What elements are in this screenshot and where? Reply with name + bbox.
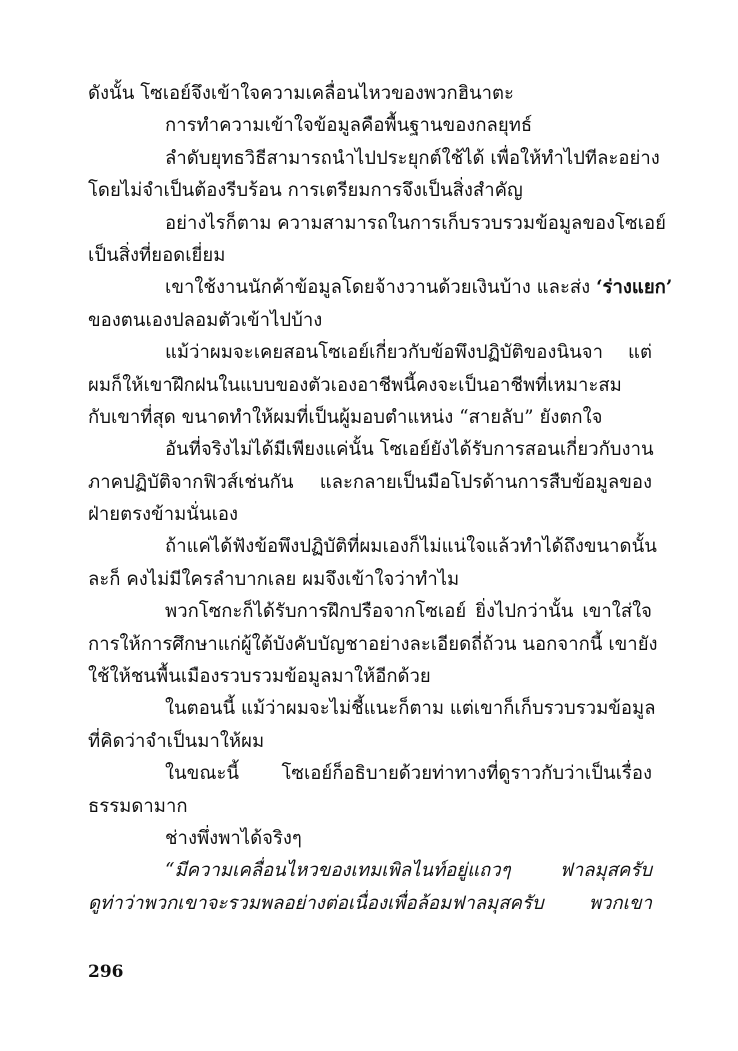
text-segment: เขาใช้งานนักค้าข้อมูลโดยจ้างวานด้วยเงินบ้าง และส่ง (165, 277, 597, 299)
text-line: ที่คิดว่าจำเป็นมาให้ผม (88, 730, 265, 752)
text-line: ฝ่ายตรงข้ามนั่นเอง (88, 504, 239, 526)
text-line: การให้การศึกษาแก่ผู้ใต้บังคับบัญชาอย่างละเอียดถี่ถ้วน นอกจากนี้ เขายัง (88, 633, 658, 655)
text-line: อย่างไรก็ตาม ความสามารถในการเก็บรวบรวมข้อมูลของโซเอย์ (165, 212, 666, 234)
text-line (88, 272, 673, 304)
text-line: ภาคปฏิบัติจากฟิวส์เช่นกัน และกลายเป็นมือโปรด้านการสืบข้อมูลของ (88, 471, 652, 493)
text-line: ธรรมดามาก (88, 795, 188, 817)
text-line: แม้ว่าผมจะเคยสอนโซเอย์เกี่ยวกับข้อพึงปฏิบัติของนินจา แต่ (165, 342, 652, 364)
body-text (88, 78, 673, 920)
text-line: ละก็ คงไม่มีใครลำบากเลย ผมจึงเข้าใจว่าทำไม (88, 568, 460, 590)
text-line: ลำดับยุทธวิธีสามารถนำไปประยุกต์ใช้ได้ เพื่อให้ทำไปทีละอย่าง (165, 147, 660, 169)
text-line: ดังนั้น โซเอย์จึงเข้าใจความเคลื่อนไหวของพวกฮินาตะ (88, 83, 514, 104)
text-line: “มีความเคลื่อนไหวของเทมเพิลไนท์อยู่แถวๆ ฟาลมุสครับ (165, 860, 652, 882)
text-line: ในตอนนี้ แม้ว่าผมจะไม่ชี้แนะก็ตาม แต่เขาก็เก็บรวบรวมข้อมูล (165, 698, 656, 720)
emphasis-term: ‘ร่างแยก’ (596, 277, 673, 299)
text-line: ของตนเองปลอมตัวเข้าไปบ้าง (88, 309, 323, 331)
text-line: ถ้าแค่ได้ฟังข้อพึงปฏิบัติที่ผมเองก็ไม่แน่ใจแล้วทำได้ถึงขนาดนั้น (165, 536, 657, 558)
text-line: โดยไม่จำเป็นต้องรีบร้อน การเตรียมการจึงเป็นสิ่งสำคัญ (88, 180, 523, 202)
page-number: 296 (88, 962, 124, 982)
text-line: อันที่จริงไม่ได้มีเพียงแค่นั้น โซเอย์ยังได้รับการสอนเกี่ยวกับงาน (165, 439, 654, 461)
text-line: ดูท่าว่าพวกเขาจะรวมพลอย่างต่อเนื่องเพื่อล้อมฟาลมุสครับ พวกเขา (88, 892, 652, 914)
text-line: ช่างพึ่งพาได้จริงๆ (165, 827, 302, 849)
text-line: การทำความเข้าใจข้อมูลคือพื้นฐานของกลยุทธ์ (165, 115, 533, 137)
text-line: ใช้ให้ชนพื้นเมืองรวบรวมข้อมูลมาให้อีกด้วย (88, 666, 431, 688)
text-line: กับเขาที่สุด ขนาดทำให้ผมที่เป็นผู้มอบตำแหน่ง “สายลับ” ยังตกใจ (88, 406, 603, 428)
text-line: พวกโซกะก็ได้รับการฝึกปรือจากโซเอย์ ยิ่งไปกว่านั้น เขาใส่ใจ (165, 601, 652, 623)
text-line: เป็นสิ่งที่ยอดเยี่ยม (88, 244, 226, 266)
text-line: ในขณะนี้ โซเอย์ก็อธิบายด้วยท่าทางที่ดูราวกับว่าเป็นเรื่อง (165, 763, 652, 785)
text-line: ผมก็ให้เขาฝึกฝนในแบบของตัวเองอาชีพนี้คงจะเป็นอาชีพที่เหมาะสม (88, 374, 622, 396)
